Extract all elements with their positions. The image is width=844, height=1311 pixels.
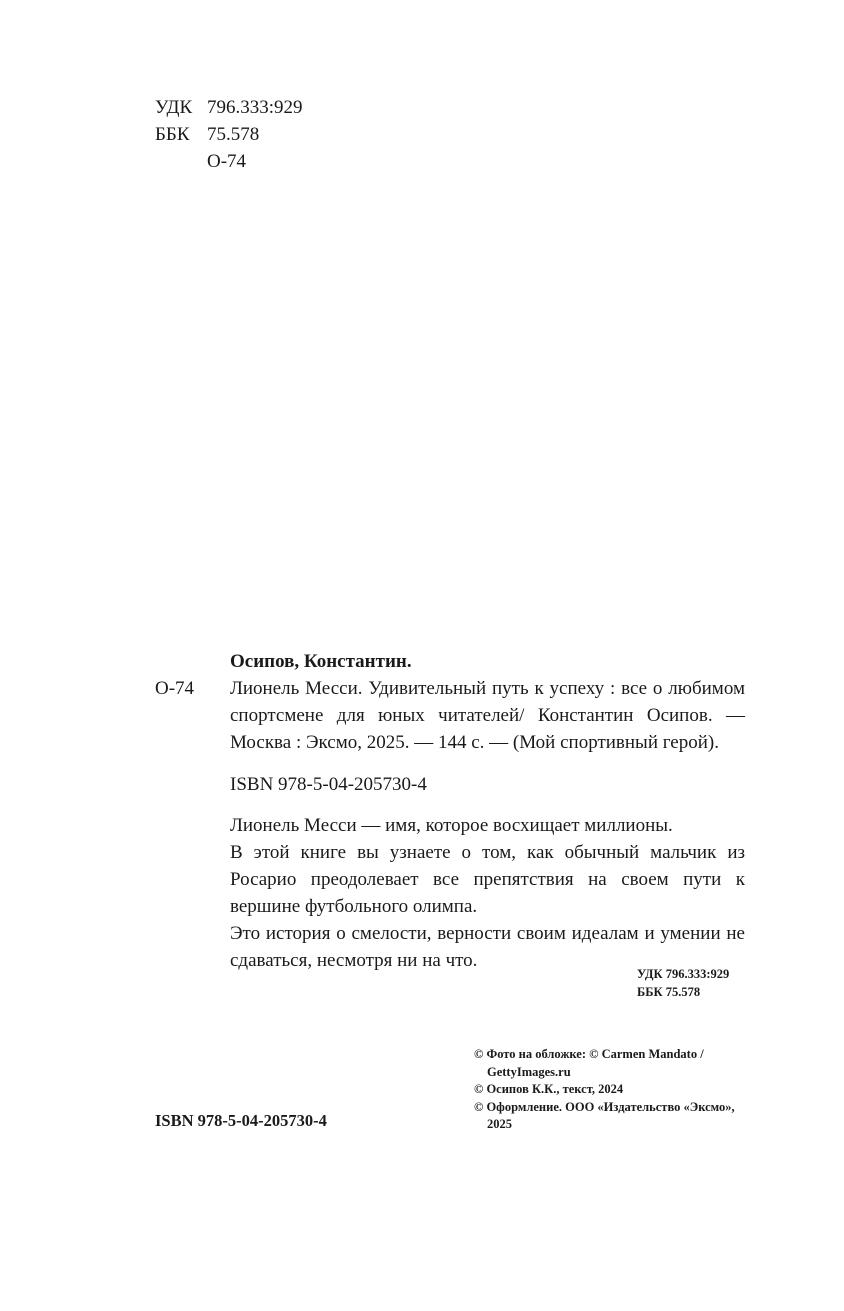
bbk-row [155, 121, 303, 148]
bbk-value: 75.578 [207, 124, 260, 145]
classification-bottom [637, 965, 729, 1001]
udk-label: УДК [155, 97, 193, 118]
bbk-label: ББК [155, 124, 190, 145]
classification-top [155, 94, 303, 175]
record-description: Лионель Месси. Удивительный путь к успеху : все о любимом спортсмене для юных читателей/ Константин Осипов. — Москва : Эксмо, 2025. — 144 с. — (Мой спортивный герой). [230, 678, 745, 753]
copyright-text: © Осипов К.К., текст, 2024 [474, 1082, 624, 1096]
author-heading: Осипов, Константин. [230, 651, 412, 672]
record-isbn: ISBN 978-5-04-205730-4 [230, 774, 427, 795]
author-mark: О-74 [207, 151, 247, 172]
copyright-photo: © Фото на обложке: © Carmen Mandato / GettyImages.ru [474, 1047, 704, 1079]
bibliographic-record [155, 648, 745, 974]
copyright-design: © Оформление. ООО «Издательство «Эксмо», 2025 [474, 1099, 735, 1131]
copyright-block [474, 1046, 754, 1134]
annotation-paragraph: Лионель Месси — имя, которое восхищает миллионы. [230, 815, 673, 836]
udk-row [155, 94, 303, 121]
udk-value: 796.333:929 [207, 97, 303, 118]
annotation [230, 812, 745, 974]
annotation-paragraph: В этой книге вы узнаете о том, как обычный мальчик из Росарио преодолевает все препятствия на своем пути к вершине футбольного олимпа. [230, 842, 745, 917]
isbn-bottom: ISBN 978-5-04-205730-4 [155, 1111, 327, 1130]
record-entry [155, 675, 745, 756]
annotation-paragraph: Это история о смелости, верности своим идеалам и умении не сдаваться, несмотря ни на что. [230, 923, 745, 971]
author-code: О-74 [155, 678, 195, 699]
author-mark-row [155, 148, 303, 175]
udk-bottom: УДК 796.333:929 [637, 967, 730, 981]
bbk-bottom: ББК 75.578 [637, 985, 701, 999]
